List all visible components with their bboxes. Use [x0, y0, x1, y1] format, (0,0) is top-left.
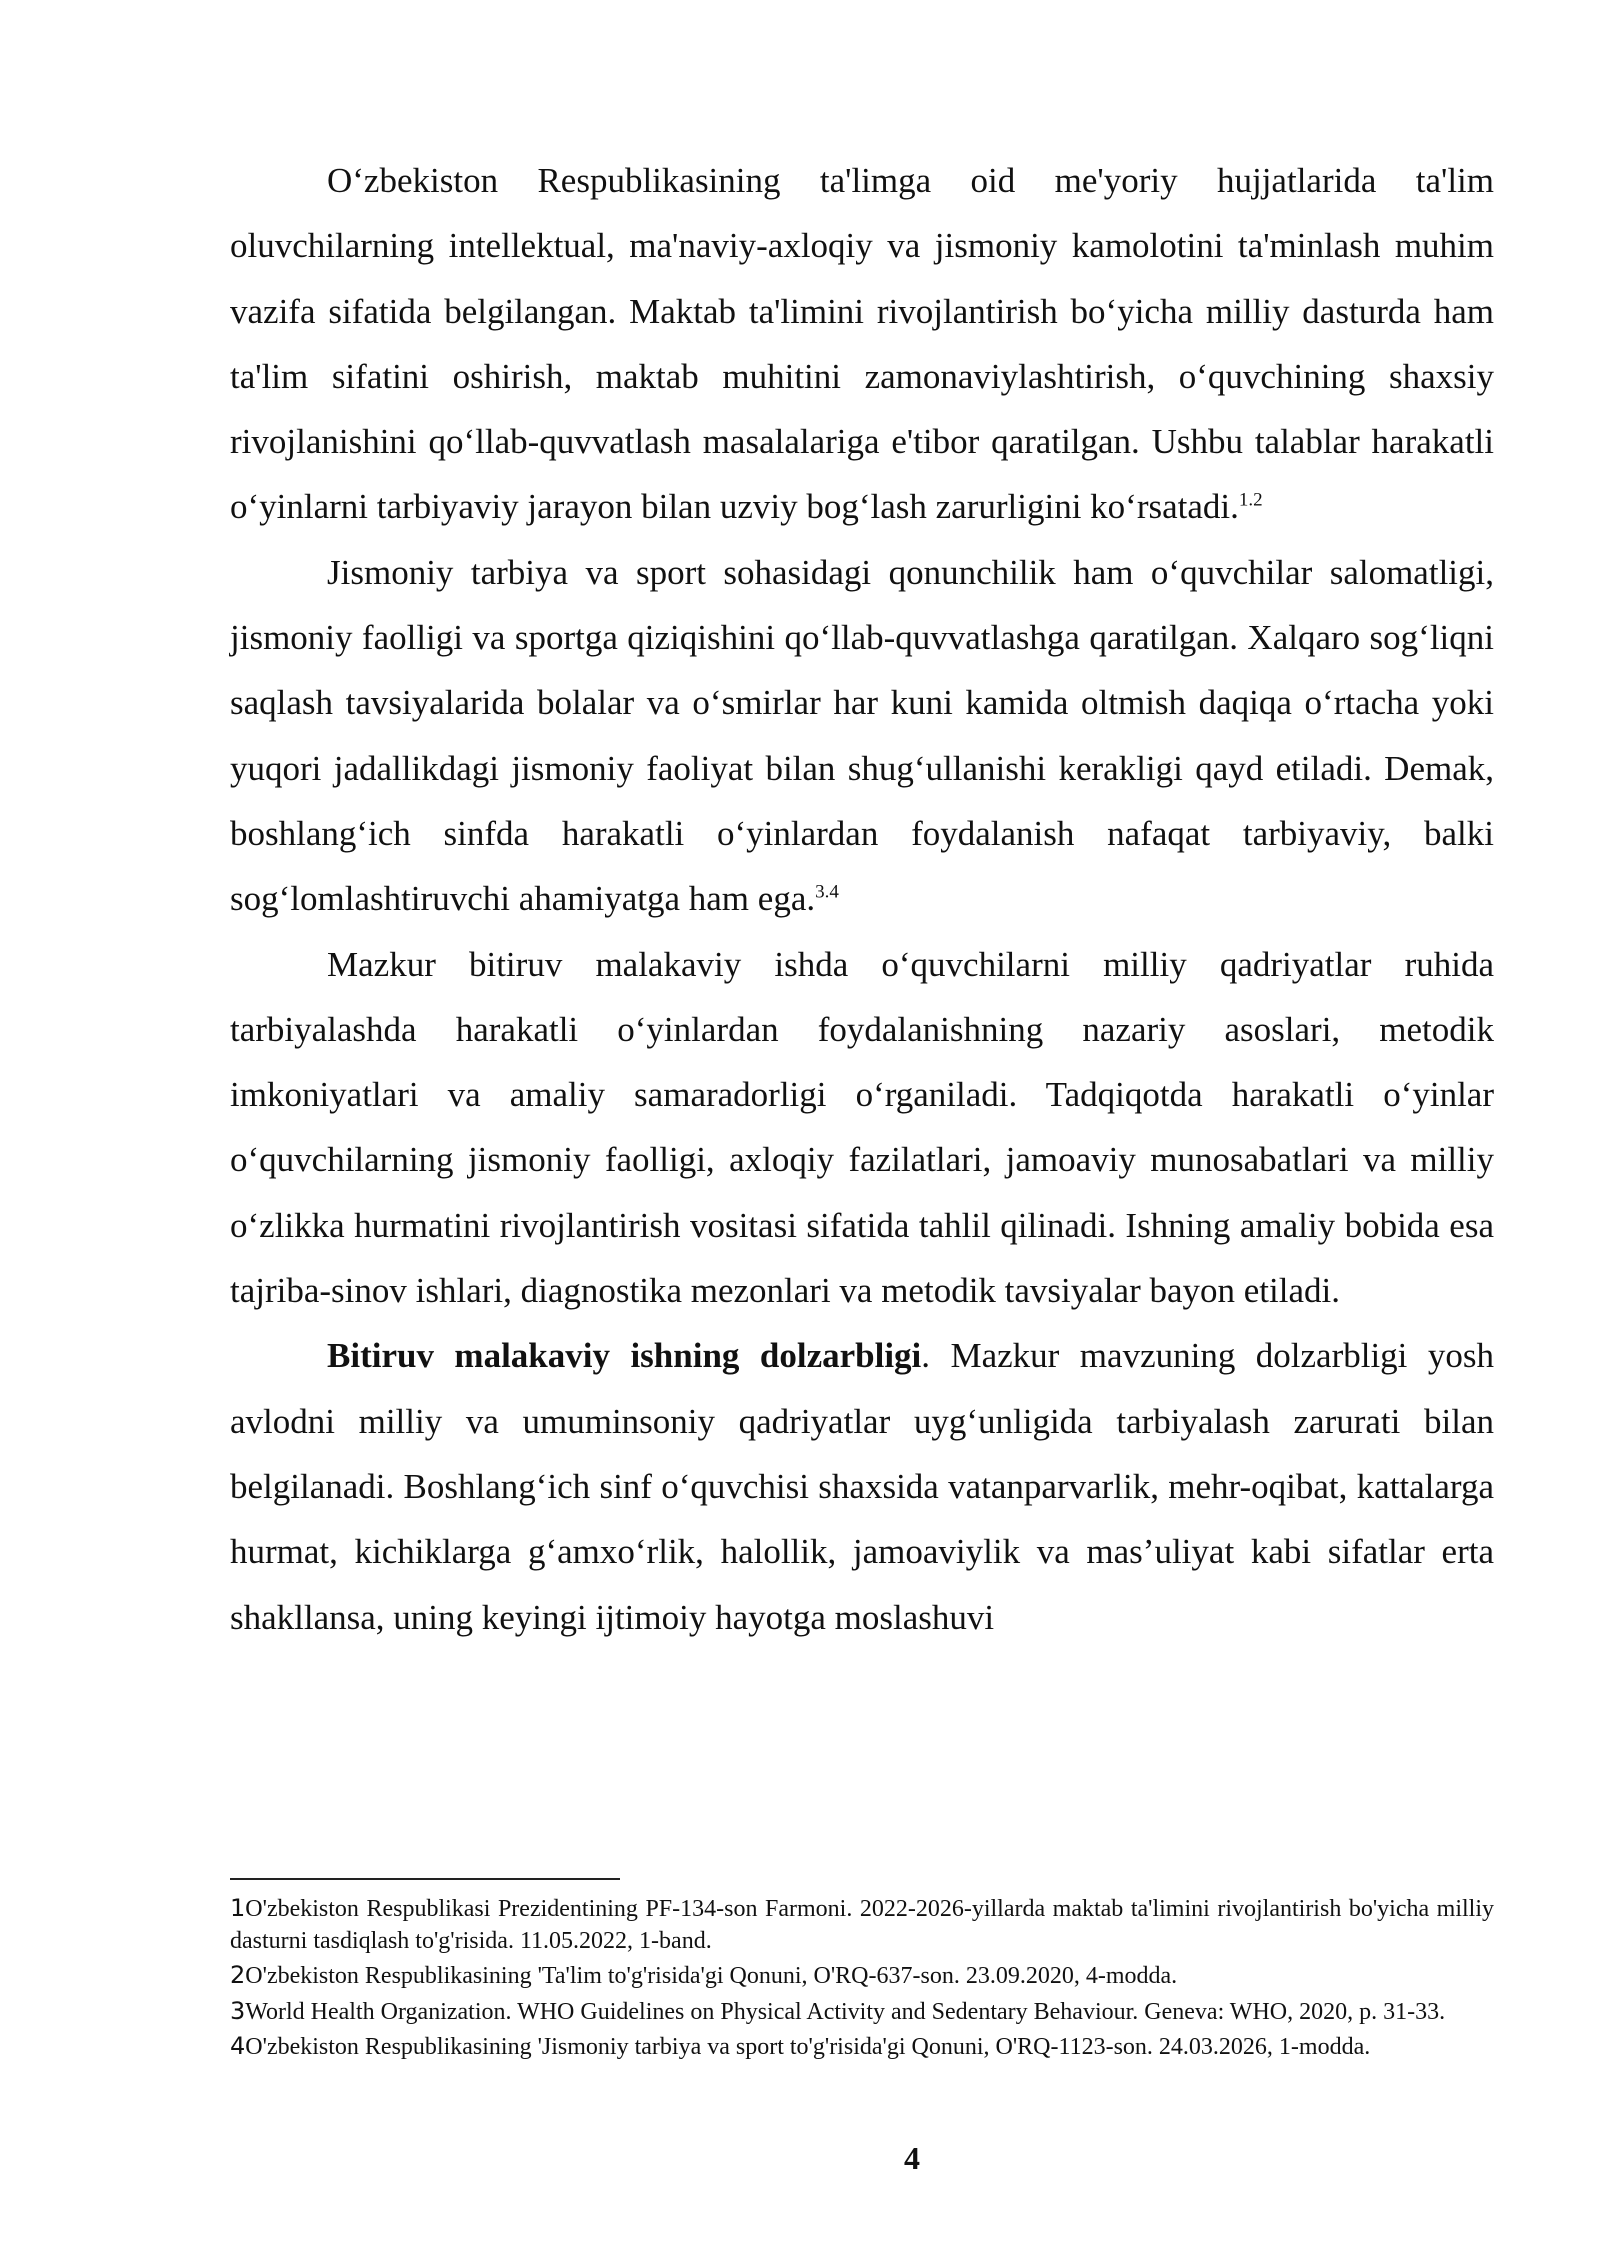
footnote-text: O'zbekiston Respublikasining 'Ta'lim to'g'risida'gi Qonuni, O'RQ-637-son. 23.09.2020, 4-modda. [245, 1963, 1178, 1989]
section-heading-relevance: Bitiruv malakaviy ishning dolzarbligi [327, 1336, 922, 1376]
footnote-text: World Health Organization. WHO Guidelines on Physical Activity and Sedentary Behaviour. Geneva: WHO, 2020, p. 31-33. [245, 1998, 1446, 2025]
footnote [230, 1960, 1494, 1993]
footnote-text: O'zbekiston Respublikasi Prezidentining PF-134-son Farmoni. 2022-2026-yillarda maktab ta'limini rivojlantirish bo'yicha milliy dasturni tasdiqlash to'g'risida. 11.05.2022, 1-band. [230, 1896, 1494, 1954]
paragraph-text: Mazkur bitiruv malakaviy ishda o‘quvchilarni milliy qadriyatlar ruhida tarbiyalashda harakatli o‘yinlardan foydalanishning nazariy asoslari, metodik imkoniyatlari va amaliy samaradorligi o‘rganiladi. Tadqiqotda harakatli o‘yinlar o‘quvchilarning jismoniy faolligi, axloqiy fazilatlari, jamoaviy munosabatlari va milliy o‘zlikka hurmatini rivojlantirish vositasi sifatida tahlil qilinadi. Ishning amaliy bobida esa tajriba-sinov ishlari, diagnostika mezonlari va metodik tavsiyalar bayon etiladi. [230, 944, 1494, 1311]
paragraph-relevance [230, 1323, 1494, 1649]
footnote-number: 1 [230, 1894, 246, 1922]
footnote-number: 3 [230, 1996, 246, 2025]
footnote [230, 1996, 1494, 2029]
paragraph-text: Jismoniy tarbiya va sport sohasidagi qonunchilik ham o‘quvchilar salomatligi, jismoniy faolligi va sportga qiziqishini qo‘llab-quvvatlashga qaratilgan. Xalqaro sog‘liqni saqlash tavsiyalarida bolalar va o‘smirlar har kuni kamida oltmish daqiqa o‘rtacha yoki yuqori jadallikdagi jismoniy faoliyat bilan shug‘ullanishi kerakligi qayd etiladi. Demak, boshlang‘ich sinfda harakatli o‘yinlardan foydalanish nafaqat tarbiyaviy, balki sog‘lomlashtiruvchi ahamiyatga ham ega. [230, 552, 1494, 919]
paragraph-physical-education-law [230, 540, 1494, 932]
document-body [230, 148, 1494, 1650]
footnote [230, 1893, 1494, 1957]
paragraph-regulatory-documents [230, 148, 1494, 540]
paragraph-text: O‘zbekiston Respublikasining ta'limga oid me'yoriy hujjatlarida ta'lim oluvchilarning intellektual, ma'naviy-axloqiy va jismoniy kamolotini ta'minlash muhim vazifa sifatida belgilangan. Maktab ta'limini rivojlantirish bo‘yicha milliy dasturda ham ta'lim sifatini oshirish, maktab muhitini zamonaviylashtirish, o‘quvchining shaxsiy rivojlanishini qo‘llab-quvvatlash masalalariga e'tibor qaratilgan. Ushbu talablar harakatli o‘yinlarni tarbiyaviy jarayon bilan uzviy bog‘lash zarurligini ko‘rsatadi. [230, 161, 1494, 527]
footnote-reference[interactable]: 1.2 [1238, 489, 1263, 511]
footnotes [230, 1893, 1494, 2067]
footnote-text: O'zbekiston Respublikasining 'Jismoniy tarbiya va sport to'g'risida'gi Qonuni, O'RQ-1123-son. 24.03.2026, 1-modda. [245, 2034, 1371, 2060]
paragraph-thesis-scope [230, 932, 1494, 1324]
footnote-reference[interactable]: 3.4 [815, 881, 839, 903]
paragraph-text: . Mazkur mavzuning dolzarbligi yosh avlodni milliy va umuminsoniy qadriyatlar uyg‘unligida tarbiyalash zarurati bilan belgilanadi. Boshlang‘ich sinf o‘quvchisi shaxsida vatanparvarlik, mehr-oqibat, kattalarga hurmat, kichiklarga g‘amxo‘rlik, halollik, jamoaviylik va mas’uliyat kabi sifatlar erta shakllansa, uning keyingi ijtimoiy hayotga moslashuvi [230, 1336, 1494, 1637]
footnote-separator [230, 1878, 620, 1880]
page-number: 4 [904, 2140, 920, 2176]
footnote-number: 2 [230, 1961, 246, 1989]
footnote [230, 2031, 1494, 2064]
footnote-number: 4 [230, 2032, 246, 2060]
